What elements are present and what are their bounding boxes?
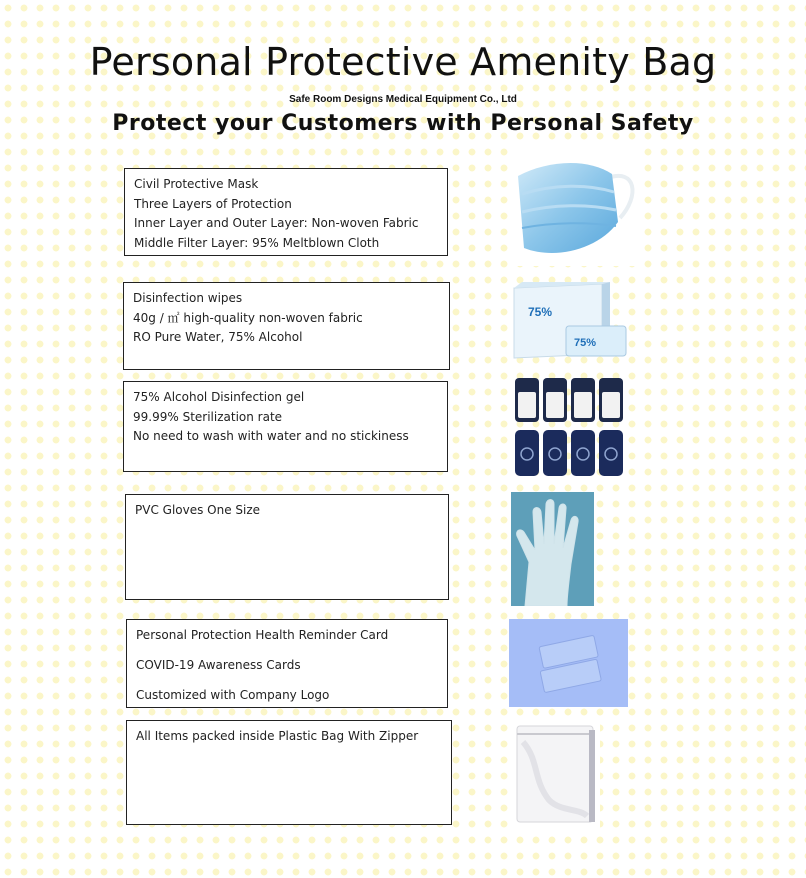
wipes-packet-label: 75% [574,337,597,349]
item-line: Inner Layer and Outer Layer: Non-woven Fabric [134,216,419,230]
item-line: 99.99% Sterilization rate [133,409,283,424]
item-box-mask [124,168,448,256]
page-subtitle: Protect your Customers with Personal Safety [112,111,694,136]
item-box-cards [126,619,448,708]
wipes-image [512,282,628,362]
item-line: RO Pure Water, 75% Alcohol [133,330,303,344]
page-title: Personal Protective Amenity Bag [89,40,717,84]
gel-sachets-image [512,374,628,480]
mask-image [508,148,640,266]
item-line: 40g / ㎡ high-quality non-woven fabric [133,310,363,325]
item-line: COVID-19 Awareness Cards [136,658,301,672]
item-line: All Items packed inside Plastic Bag With Zipper [136,729,419,743]
item-line: 75% Alcohol Disinfection gel [133,390,305,404]
wipes-box-label: 75% [528,305,553,319]
item-box-gloves [125,494,449,600]
item-line: Three Layers of Protection [134,196,292,211]
item-line: Disinfection wipes [133,291,243,305]
item-line: PVC Gloves One Size [135,503,261,517]
item-line: No need to wash with water and no stickiness [133,429,409,443]
item-line: Personal Protection Health Reminder Card [136,628,389,642]
company-name: Safe Room Designs Medical Equipment Co., Ltd [289,94,517,105]
item-box-gel [123,381,448,472]
zipper-bag-image [509,720,600,828]
item-line: Civil Protective Mask [134,177,259,191]
item-box-bag [126,720,452,825]
item-line: Middle Filter Layer: 95% Meltblown Cloth [134,235,380,250]
item-line: Customized with Company Logo [136,688,330,702]
glove-image [511,492,594,606]
item-box-wipes [123,282,450,370]
cards-image [509,619,628,707]
